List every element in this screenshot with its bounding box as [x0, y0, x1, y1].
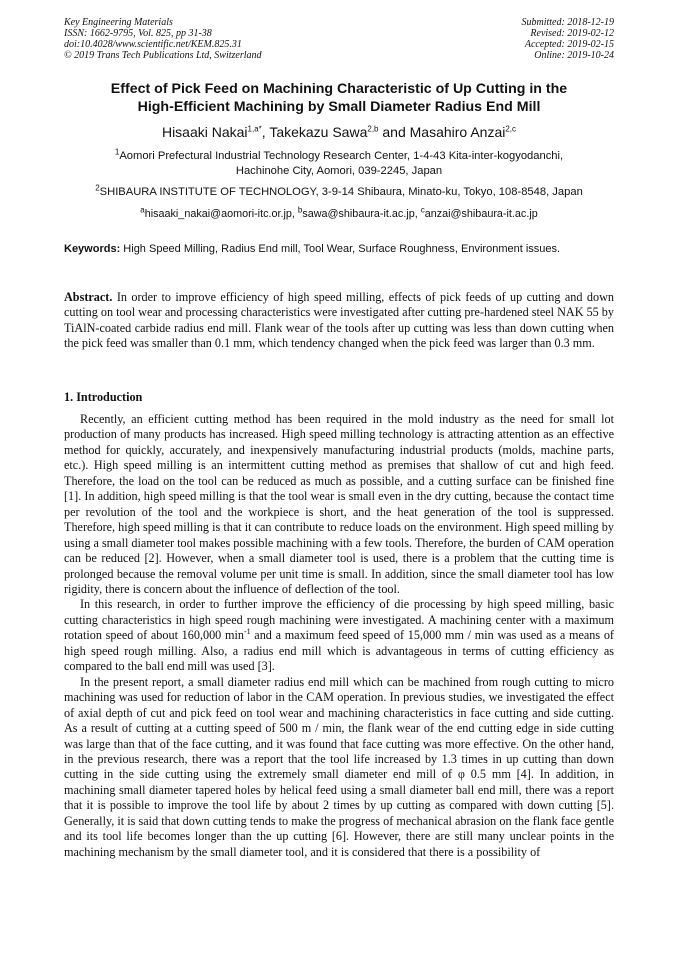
email-b[interactable]: sawa@shibaura-it.ac.jp,	[302, 208, 421, 220]
author-3: Masahiro Anzai	[409, 124, 506, 140]
copyright-line: © 2019 Trans Tech Publications Ltd, Switzerland	[64, 50, 262, 61]
online-date: Online: 2019-10-24	[534, 50, 614, 61]
paper-title	[64, 80, 614, 116]
unit-exponent: -1	[243, 627, 251, 637]
paragraph-2-part-1: In this research, in order to further improve the efficiency of die processing by high speed milling, basic cutting characteristics in high speed rough machining were investigated. A machining center with a maximum rotation speed of about 160,000 min	[64, 597, 614, 643]
affiliation-2	[64, 185, 614, 200]
affiliation-2-text: SHIBAURA INSTITUTE OF TECHNOLOGY, 3-9-14 Shibaura, Minato-ku, Tokyo, 108-8548, Japan	[99, 186, 583, 198]
abstract-text: In order to improve efficiency of high speed milling, effects of pick feeds of up cutting and down cutting on tool wear and processing characteristics were investigated after cutting pre-hardened steel NAK 55 by TiAlN-coated carbide radius end mill. Flank wear of the tools after up cutting was less than down cutting when the pick feed was smaller than 0.1 mm, which tendency changed when the pick feed was larger than 0.3 mm.	[64, 290, 614, 350]
author-3-affiliation: 2,c	[505, 124, 517, 134]
email-c[interactable]: anzai@shibaura-it.ac.jp	[424, 208, 538, 220]
title-line-1: Effect of Pick Feed on Machining Characteristic of Up Cutting in the	[110, 81, 568, 97]
journal-header-right	[522, 17, 615, 61]
paragraph-2	[64, 597, 614, 674]
abstract	[64, 290, 614, 351]
affiliation-1	[64, 149, 614, 179]
author-separator: ,	[261, 124, 270, 140]
email-marker: b	[297, 205, 303, 215]
author-separator: and	[378, 124, 410, 140]
author-1: Hisaaki Nakai	[161, 124, 248, 140]
title-line-2: High-Efficient Machining by Small Diameter Radius End Mill	[137, 99, 541, 115]
author-list	[64, 123, 614, 141]
body-text	[64, 412, 614, 860]
abstract-label: Abstract.	[64, 290, 113, 304]
affiliation-2-marker: 2	[95, 183, 100, 193]
affiliation-1-line-1: Aomori Prefectural Industrial Technology Research Center, 1-4-43 Kita-inter-kogyodanchi,	[119, 150, 564, 162]
paragraph-3: In the present report, a small diameter radius end mill which can be machined from rough cutting to micro machining was used for reduction of labor in the CAM operation. In previous studies, we investigated the effect of axial depth of cut and pick feed on tool wear and machining characteristics in face cutting and side cutting. As a result of cutting at a cutting speed of 500 m / min, the flank wear of the end cutting edge in side cutting was large than that of the face cutting, and it was found that face cutting was more effective. On the other hand, in the previous research, there was a report that the tool life increased by 1.3 times in up cutting than down cutting in the side cutting using the extremely small diameter end mill of φ 0.5 mm [4]. In addition, in machining small diameter tapered holes by helical feed using a small diameter ball end mill, there was a report that it is possible to improve the tool life by about 2 times by up cutting as compared with down cutting [5]. Generally, it is said that down cutting tends to make the progress of mechanical abrasion on the flank face gentle and its tool life becomes longer than the up cutting [6]. However, there are still many unclear points in the machining mechanism by the small diameter tool, and it is considered that there is a possibility of	[64, 674, 614, 859]
email-marker: c	[420, 205, 425, 215]
affiliation-1-marker: 1	[114, 147, 120, 157]
doi-link[interactable]: doi:10.4028/www.scientific.net/KEM.825.31	[64, 39, 242, 50]
affiliation-1-line-2: Hachinohe City, Aomori, 039-2245, Japan	[235, 165, 443, 177]
keywords-label: Keywords:	[64, 243, 121, 255]
journal-name: Key Engineering Materials	[64, 17, 173, 28]
section-heading: 1. Introduction	[64, 390, 143, 404]
paragraph-1: Recently, an efficient cutting method has been required in the mold industry as the need for small lot production of many products has increased. High speed milling technology is attracting attention as an effective method for quickly, accurately, and inexpensively manufacturing industrial products (molds, machine parts, etc.). High speed milling is an intermittent cutting method as premises that shallow of cut and high feed. Therefore, the load on the tool can be reduced as much as possible, and a cutting surface can be finished fine [1]. In addition, high speed milling is that the tool wear is small even in the dry cutting, because the contact time per revolution of the tool and the workpiece is short, and the heat generation of the tool is suppressed. Therefore, high speed milling is that it can contribute to reduce loads on the environment. High speed milling by using a small diameter tool makes possible machining with a few tools. Therefore, the burden of CAM operation can be reduced [2]. However, when a small diameter tool is used, there is a problem that the cutting time is prolonged because the removal volume per unit time is small. In addition, since the small diameter tool has low rigidity, there is concern about the influence of deflection of the tool.	[64, 412, 614, 596]
issn-line: ISSN: 1662-9795, Vol. 825, pp 31-38	[64, 28, 212, 39]
accepted-date: Accepted: 2019-02-15	[524, 39, 614, 50]
email-list	[64, 207, 614, 221]
journal-header-left	[64, 17, 262, 61]
author-2-affiliation: 2,b	[367, 124, 379, 134]
keywords-text: High Speed Milling, Radius End mill, Tool Wear, Surface Roughness, Environment issues.	[120, 243, 561, 255]
email-a[interactable]: hisaaki_nakai@aomori-itc.or.jp,	[144, 208, 298, 220]
keywords	[64, 242, 614, 257]
submitted-date: Submitted: 2018-12-19	[521, 17, 614, 28]
email-marker: a	[140, 205, 145, 215]
paragraph-2-part-2: and a maximum feed speed of 15,000 mm / min was used as a means of high speed rough milling. Also, a radius end mill which is advantageous in terms of cutting efficiency as compared to the ball end mill was used [3].	[64, 628, 614, 674]
revised-date: Revised: 2019-02-12	[530, 28, 614, 39]
author-2: Takekazu Sawa	[269, 124, 368, 140]
author-1-affiliation: 1,a*	[247, 124, 262, 134]
